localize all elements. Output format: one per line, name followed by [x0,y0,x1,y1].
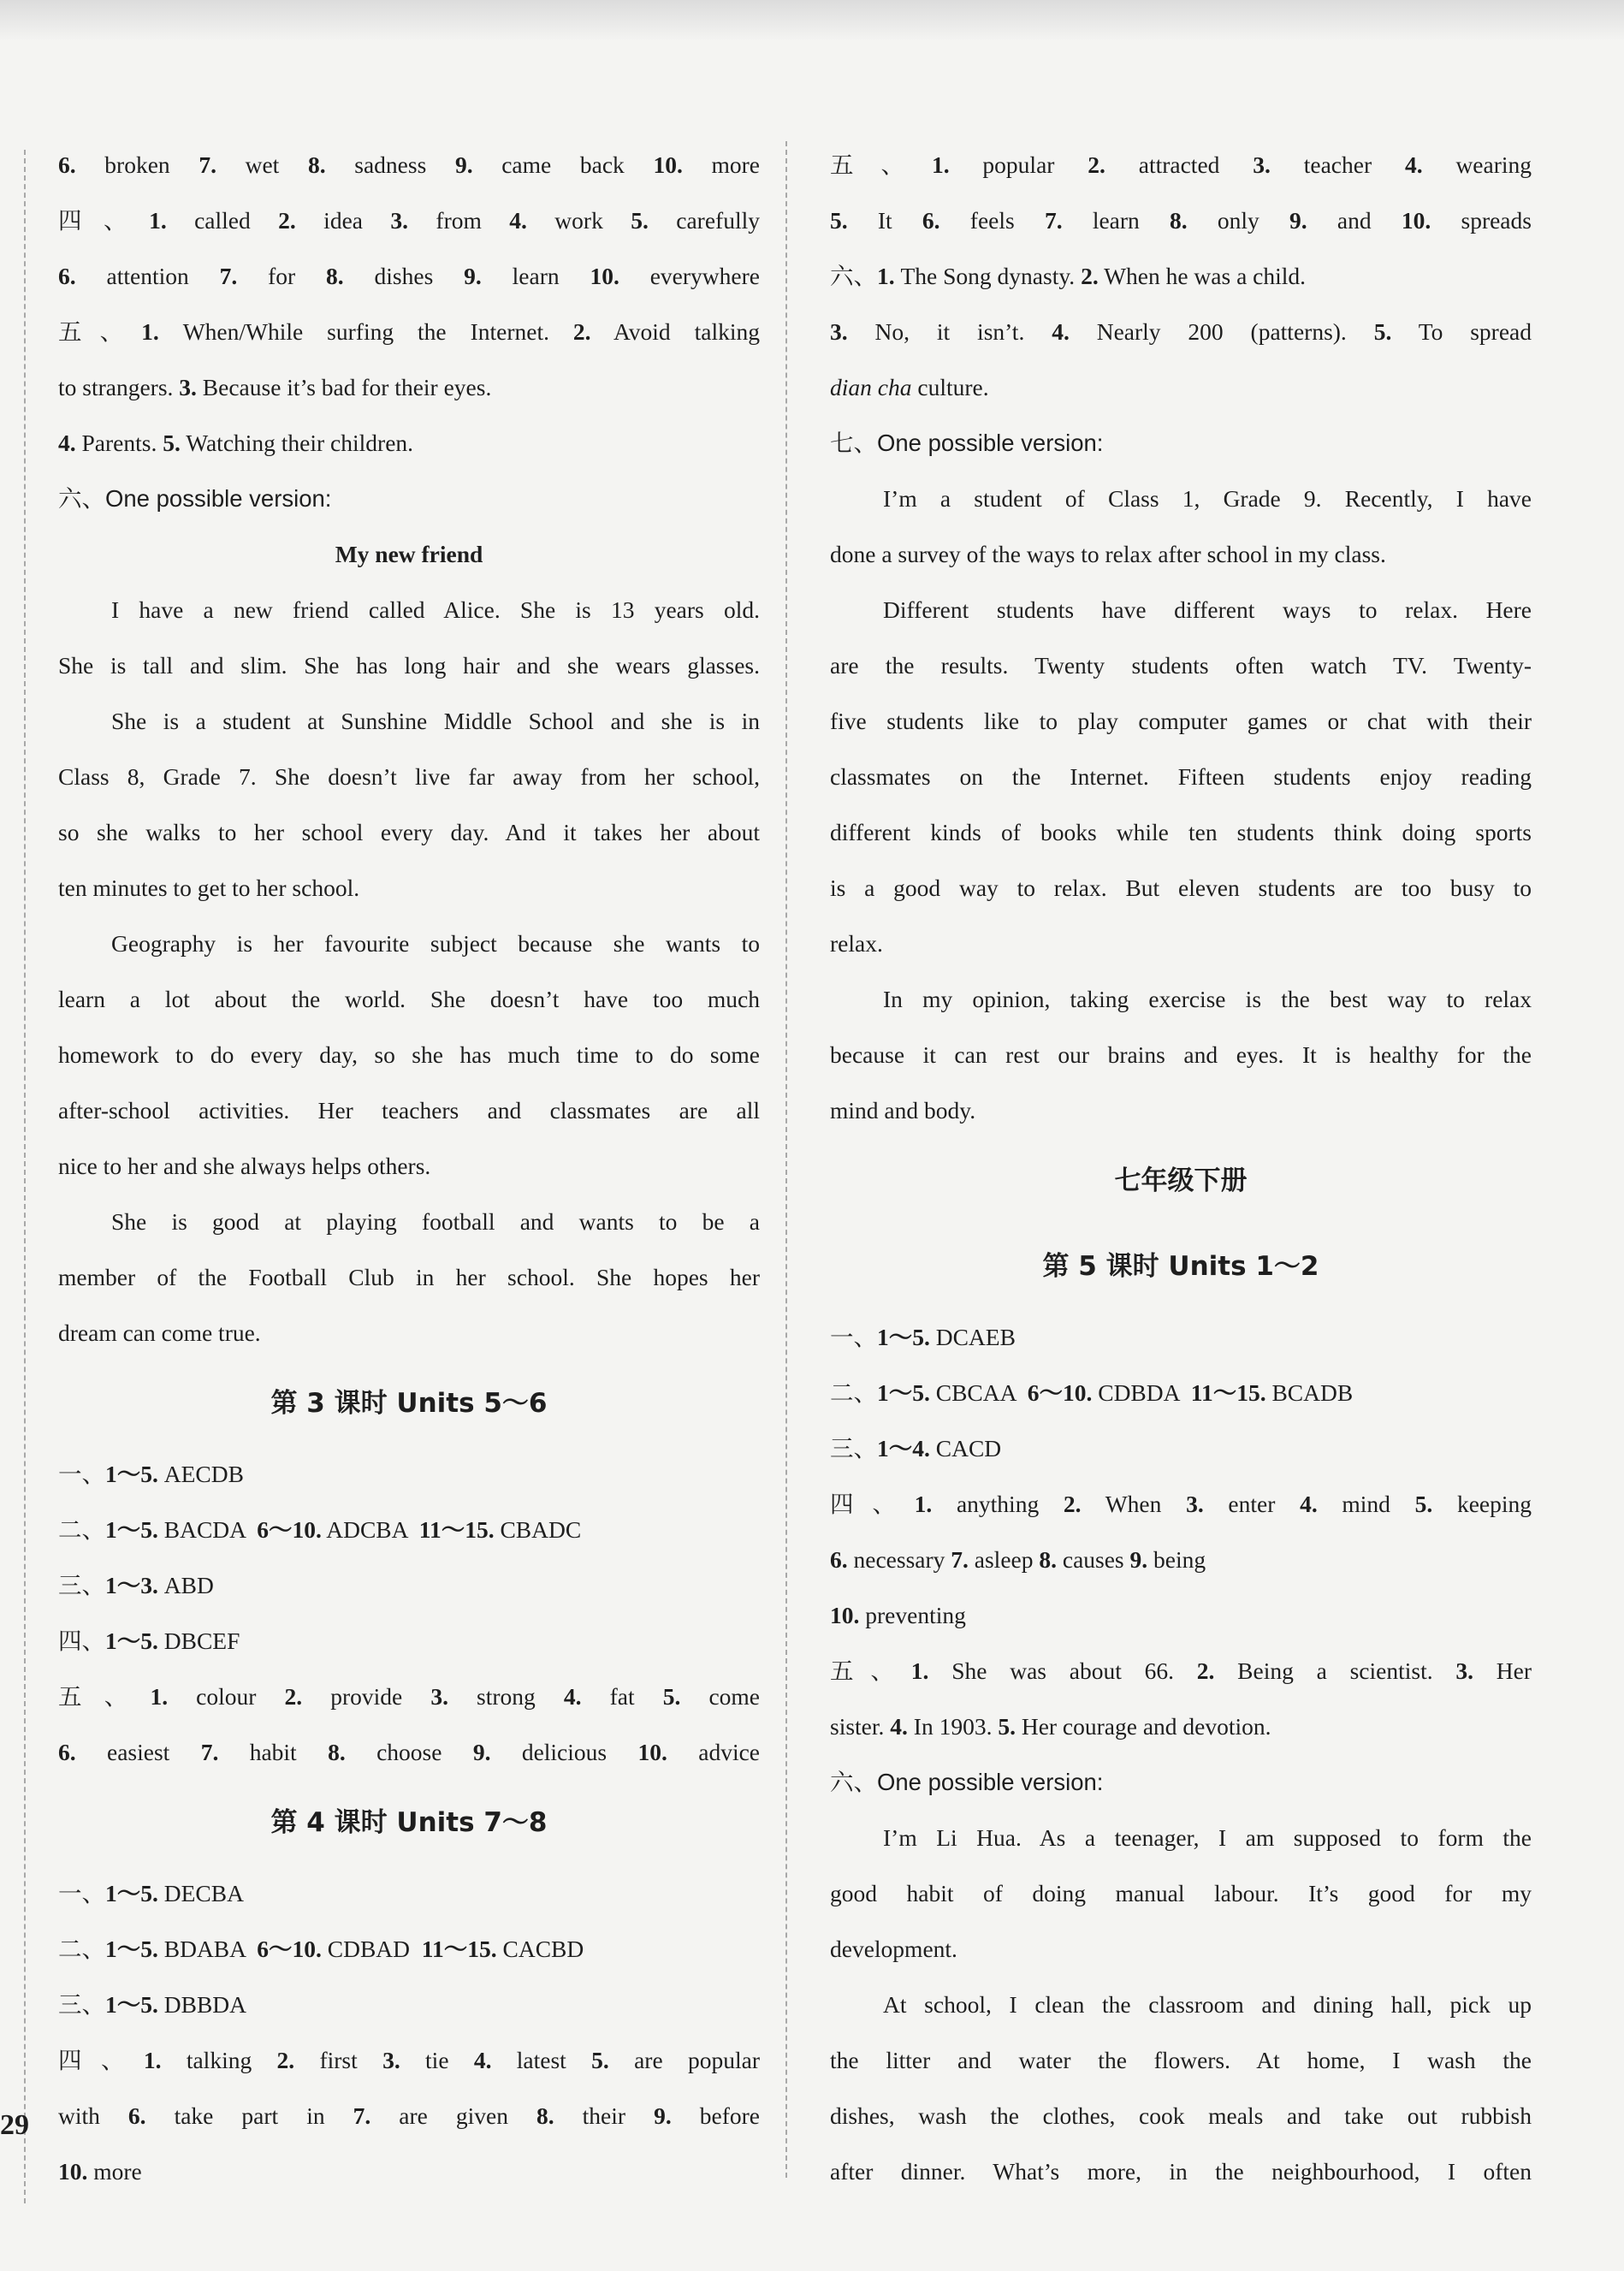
answer-line: 七、One possible version: [830,430,1104,456]
answer-line: 一、1～5. DECBA [58,1880,244,1906]
answer-line: 四、1. called 2. idea 3. from 4. work 5. carefully [58,207,760,234]
answer-line: is a good way to relax. But eleven students are too busy to [830,875,1532,901]
answer-line: to strangers. 3. Because it’s bad for their eyes. [58,374,492,400]
answer-line: 二、1～5. BACDA 6～10. ADCBA 11～15. CBADC [58,1516,582,1543]
section-heading: 第 3 课时 Units 5～6 [270,1388,548,1419]
answer-line: learn a lot about the world. She doesn’t have too much [58,986,760,1012]
answer-line: classmates on the Internet. Fifteen students enjoy reading [830,763,1532,790]
answer-line: after dinner. What’s more, in the neighbourhood, I often [830,2158,1532,2185]
left-margin-rule [24,150,26,2203]
answer-line: with 6. take part in 7. are given 8. their 9. before [58,2102,760,2129]
answer-line: mind and body. [830,1097,976,1124]
answer-line: development. [830,1936,957,1962]
answer-line: 六、One possible version: [830,1769,1104,1795]
answer-line: 五、1. She was about 66. 2. Being a scientist. 3. Her [830,1657,1532,1684]
answer-line: 三、1～3. ABD [58,1572,214,1598]
answer-line: 五、1. popular 2. attracted 3. teacher 4. wearing [830,151,1532,178]
answer-line: 三、1～5. DBBDA [58,1991,247,2018]
answer-line: 5. It 6. feels 7. learn 8. only 9. and 10. spreads [830,207,1532,234]
answer-line: different kinds of books while ten students think doing sports [830,819,1532,845]
answer-line: 一、1～5. AECDB [58,1461,244,1487]
answer-line: homework to do every day, so she has much time to do some [58,1041,760,1068]
answer-line: 6. attention 7. for 8. dishes 9. learn 10. everywhere [58,263,760,289]
answer-line: are the results. Twenty students often watch TV. Twenty- [830,652,1532,679]
page-number: 29 [0,2109,29,2141]
right-column [830,137,1532,2199]
answer-line: nice to her and she always helps others. [58,1153,431,1179]
answer-line: 一、1～5. DCAEB [830,1324,1016,1350]
answer-line: good habit of doing manual labour. It’s good for my [830,1880,1532,1906]
answer-line: 五、1. When/While surfing the Internet. 2. Avoid talking [58,318,760,345]
answer-line: I’m a student of Class 1, Grade 9. Recently, I have [883,485,1532,512]
answer-line: relax. [830,930,883,957]
section-heading: 第 4 课时 Units 7～8 [270,1807,548,1838]
scan-top-edge [0,0,1624,41]
answer-line: She is tall and slim. She has long hair and she wears glasses. [58,652,760,679]
answer-line: At school, I clean the classroom and dining hall, pick up [883,1991,1532,2018]
answer-line: 4. Parents. 5. Watching their children. [58,430,414,456]
answer-line: member of the Football Club in her school. She hopes her [58,1264,760,1290]
answer-line: dream can come true. [58,1319,261,1346]
answer-line: 3. No, it isn’t. 4. Nearly 200 (patterns). 5. To spread [830,318,1532,345]
answer-line: 6. easiest 7. habit 8. choose 9. delicious 10. advice [58,1739,760,1765]
answer-line: dian cha culture. [830,374,989,400]
left-column [58,137,760,2199]
answer-line: so she walks to her school every day. And it takes her about [58,819,760,845]
answer-line: 二、1～5. CBCAA 6～10. CDBDA 11～15. BCADB [830,1379,1354,1406]
answer-line: 10. more [58,2158,142,2185]
answer-line: 四、1. talking 2. first 3. tie 4. latest 5. are popular [58,2047,760,2073]
answer-line: after-school activities. Her teachers and classmates are all [58,1097,760,1124]
answer-line: I have a new friend called Alice. She is 13 years old. [111,596,760,623]
answer-line: 四、1～5. DBCEF [58,1628,240,1654]
answer-line: She is a student at Sunshine Middle School and she is in [111,708,760,734]
section-heading: 七年级下册 [1114,1165,1248,1196]
answer-line: dishes, wash the clothes, cook meals and take out rubbish [830,2102,1532,2129]
column-divider [785,141,787,2178]
answer-line: sister. 4. In 1903. 5. Her courage and devotion. [830,1713,1271,1740]
answer-line: I’m Li Hua. As a teenager, I am supposed to form the [883,1824,1532,1851]
answer-line: 六、One possible version: [58,485,332,512]
answer-line: In my opinion, taking exercise is the best way to relax [883,986,1532,1012]
answer-line: because it can rest our brains and eyes. It is healthy for the [830,1041,1532,1068]
answer-line: Geography is her favourite subject because she wants to [111,930,760,957]
answer-line: 五、1. colour 2. provide 3. strong 4. fat 5. come [58,1683,761,1710]
answer-line: 六、1. The Song dynasty. 2. When he was a child. [830,263,1307,289]
answer-line: five students like to play computer games or chat with their [830,708,1532,734]
answer-line: 四、1. anything 2. When 3. enter 4. mind 5. keeping [830,1491,1532,1517]
answer-line: Different students have different ways to relax. Here [883,596,1532,623]
answer-line: 10. preventing [830,1602,966,1628]
answer-line: ten minutes to get to her school. [58,875,360,901]
answer-line: 6. necessary 7. asleep 8. causes 9. being [830,1546,1206,1573]
answer-line: Class 8, Grade 7. She doesn’t live far away from her school, [58,763,760,790]
answer-line: 二、1～5. BDABA 6～10. CDBAD 11～15. CACBD [58,1936,584,1962]
answer-line: done a survey of the ways to relax after school in my class. [830,541,1386,567]
answer-line: 三、1～4. CACD [830,1435,1002,1462]
answer-line: She is good at playing football and wants to be a [111,1208,760,1235]
answer-line: the litter and water the flowers. At home, I wash the [830,2047,1532,2073]
answer-line: 6. broken 7. wet 8. sadness 9. came back 10. more [58,151,760,178]
essay-title: My new friend [335,541,483,567]
section-heading: 第 5 课时 Units 1～2 [1042,1251,1319,1282]
